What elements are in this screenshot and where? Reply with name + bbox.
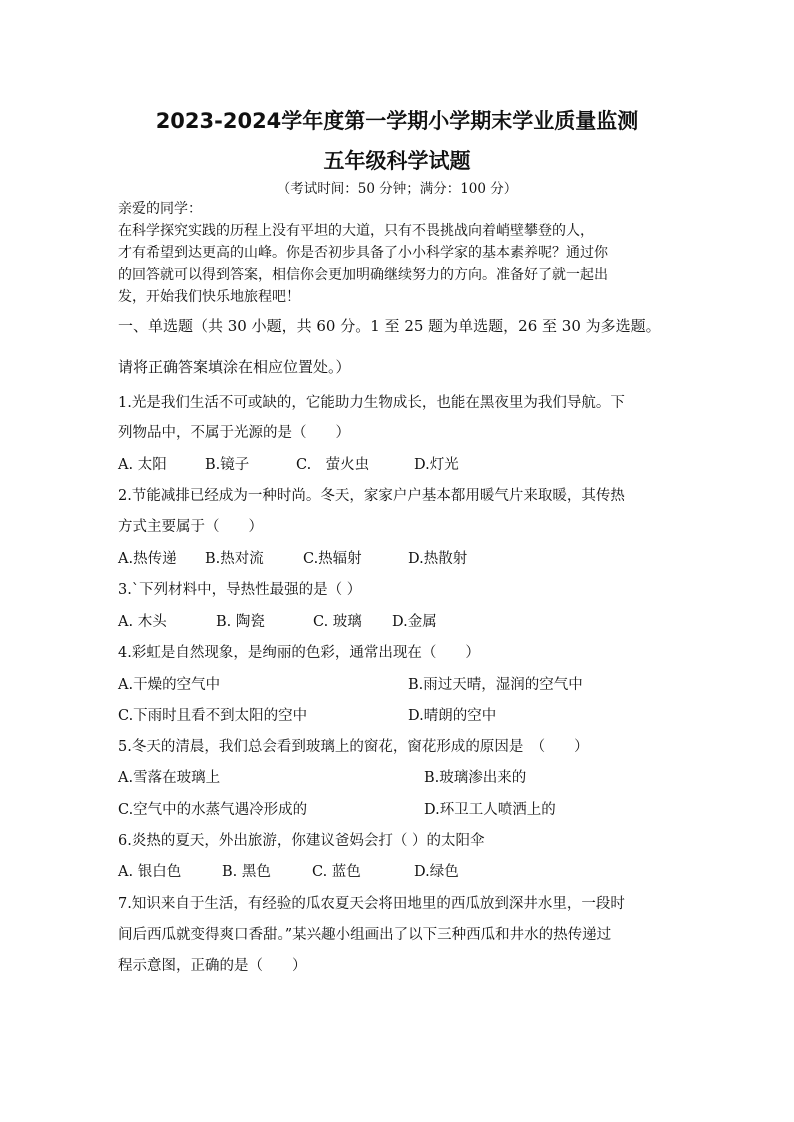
question-2-option-c: C.热辐射	[303, 551, 362, 567]
question-5-option-d: D.环卫工人喷洒上的	[424, 802, 556, 818]
question-7-stem: 7.知识来自于生活，有经验的瓜农夏天会将田地里的西瓜放到深井水里，一段时	[118, 896, 625, 912]
intro-line: 发，开始我们快乐地旅程吧！	[118, 289, 300, 305]
question-1-option-b: B.镜子	[205, 457, 250, 473]
question-2-stem: 方式主要属于（ ）	[118, 519, 263, 535]
question-1-option-d: D.灯光	[414, 457, 459, 473]
question-4-option-a: A.干燥的空气中	[118, 677, 221, 693]
question-2-option-a: A.热传递	[118, 551, 177, 567]
question-1-option-c: C. 萤火虫	[296, 457, 370, 473]
intro-greeting: 亲爱的同学：	[118, 201, 202, 217]
question-1-stem: 列物品中，不属于光源的是（ ）	[118, 425, 350, 441]
question-5-stem: 5.冬天的清晨，我们总会看到玻璃上的窗花，窗花形成的原因是 （ ）	[118, 739, 589, 755]
question-5-option-c: C.空气中的水蒸气遇冷形成的	[118, 802, 308, 818]
question-5-option-b: B.玻璃渗出来的	[424, 770, 527, 786]
question-1-stem: 1.光是我们生活不可或缺的，它能助力生物成长，也能在黑夜里为我们导航。下	[118, 395, 625, 411]
question-6-option-b: B. 黑色	[222, 864, 271, 880]
question-6-option-d: D.绿色	[414, 864, 459, 880]
intro-line: 才有希望到达更高的山峰。你是否初步具备了小小科学家的基本素养呢？通过你	[118, 245, 608, 261]
question-6-stem: 6.炎热的夏天，外出旅游，你建议爸妈会打（ ）的太阳伞	[118, 833, 485, 849]
intro-line: 在科学探究实践的历程上没有平坦的大道，只有不畏挑战向着峭壁攀登的人，	[118, 223, 594, 239]
section-heading: 一、单选题（共 30 小题，共 60 分。1 至 25 题为单选题，26 至 30 为多选题。	[118, 317, 661, 335]
question-4-option-b: B.雨过天晴，湿润的空气中	[408, 677, 583, 693]
question-3-stem: 3.`下列材料中，导热性最强的是（ ）	[118, 582, 362, 598]
question-7-stem: 程示意图，正确的是（ ）	[118, 958, 307, 974]
question-5-option-a: A.雪落在玻璃上	[118, 770, 221, 786]
question-4-option-d: D.晴朗的空中	[408, 708, 497, 724]
exam-info: （考试时间：50 分钟；满分：100 分）	[276, 181, 518, 197]
section-instruction: 请将正确答案填涂在相应位置处。）	[118, 358, 351, 376]
exam-subtitle: 五年级科学试题	[323, 149, 471, 173]
intro-line: 的回答就可以得到答案，相信你会更加明确继续努力的方向。准备好了就一起出	[118, 267, 608, 283]
intro-paragraph	[118, 198, 688, 308]
question-6-option-a: A. 银白色	[118, 864, 182, 880]
question-3-option-c: C. 玻璃	[313, 614, 362, 630]
question-2-option-d: D.热散射	[408, 551, 468, 567]
question-3-option-a: A. 木头	[118, 614, 167, 630]
question-2-option-b: B.热对流	[205, 551, 264, 567]
question-6-option-c: C. 蓝色	[312, 864, 361, 880]
question-4-stem: 4.彩虹是自然现象，是绚丽的色彩，通常出现在（ ）	[118, 645, 480, 661]
question-1-option-a: A. 太阳	[118, 457, 167, 473]
question-2-stem: 2.节能减排已经成为一种时尚。冬天，家家户户基本都用暖气片来取暖，其传热	[118, 488, 625, 504]
question-3-option-d: D.金属	[392, 614, 437, 630]
exam-title: 2023-2024学年度第一学期小学期末学业质量监测	[155, 109, 639, 133]
question-7-stem: 间后西瓜就变得爽口香甜。”某兴趣小组画出了以下三种西瓜和井水的热传递过	[118, 927, 612, 943]
question-4-option-c: C.下雨时且看不到太阳的空中	[118, 708, 308, 724]
question-3-option-b: B. 陶瓷	[216, 614, 265, 630]
